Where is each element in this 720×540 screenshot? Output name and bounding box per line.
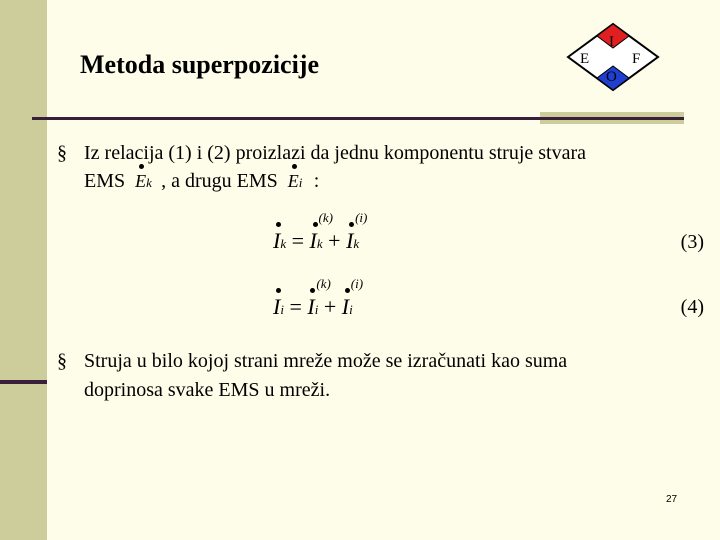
ek-letter: E bbox=[135, 171, 147, 191]
eq4-t2-dot bbox=[345, 288, 350, 293]
eq4-term2 bbox=[341, 276, 364, 319]
paragraph1-line2 bbox=[84, 168, 319, 196]
eq4-t2-letter: I bbox=[341, 294, 350, 319]
eq3-t1-sub: k bbox=[316, 236, 323, 251]
ei-symbol bbox=[288, 168, 314, 196]
eq3-lhs-sub: k bbox=[280, 236, 287, 251]
eq3-lhs-dot bbox=[276, 222, 281, 227]
ek-phasor-dot bbox=[139, 164, 144, 169]
equation-4-number: (4) bbox=[680, 296, 704, 318]
eq4-t2-sub: i bbox=[349, 302, 353, 317]
eq3-term2 bbox=[346, 210, 368, 253]
eq4-equals: = bbox=[289, 294, 302, 319]
eq3-equals: = bbox=[291, 228, 305, 253]
eq3-t1-letter: I bbox=[309, 228, 317, 253]
paragraph1-line2-c: : bbox=[313, 170, 320, 192]
paragraph2-line2: doprinosa svake EMS u mreži. bbox=[84, 379, 331, 401]
paragraph1-line2-b: , a drugu EMS bbox=[161, 170, 278, 192]
eq4-t2-sup: (i) bbox=[350, 276, 364, 291]
eq3-t2-dot bbox=[349, 222, 354, 227]
ei-phasor-dot bbox=[292, 164, 297, 169]
logo-letter-right: F bbox=[632, 51, 641, 67]
logo-letter-top: I bbox=[609, 34, 614, 50]
bullet-marker: § bbox=[57, 142, 67, 164]
paragraph1-line2-a: EMS bbox=[84, 170, 126, 192]
title-rule bbox=[32, 117, 684, 120]
eq4-t1-dot bbox=[310, 288, 315, 293]
eq4-lhs-letter: I bbox=[273, 294, 281, 319]
ei-letter: E bbox=[287, 171, 299, 191]
ei-sub: i bbox=[298, 175, 303, 190]
page-number: 27 bbox=[666, 494, 678, 505]
slide-title: Metoda superpozicije bbox=[80, 50, 320, 79]
eq3-t2-sub: k bbox=[353, 236, 360, 251]
equation-3 bbox=[273, 210, 368, 254]
equation-4 bbox=[273, 276, 364, 320]
eq3-t1-dot bbox=[313, 222, 318, 227]
eq3-t2-sup: (i) bbox=[355, 210, 368, 225]
equation-3-number: (3) bbox=[680, 231, 704, 253]
eq4-plus: + bbox=[323, 294, 337, 319]
eq4-term1 bbox=[307, 276, 331, 319]
eq4-t1-sub: i bbox=[314, 302, 319, 317]
eq3-lhs-letter: I bbox=[273, 228, 281, 253]
etf-logo-icon bbox=[558, 22, 668, 92]
ek-sub: k bbox=[146, 175, 152, 190]
sidebar-marker bbox=[0, 380, 47, 384]
eq3-lhs bbox=[273, 228, 286, 253]
logo-letter-bottom: O bbox=[606, 69, 617, 85]
eq4-lhs-dot bbox=[276, 288, 281, 293]
sidebar-band bbox=[0, 0, 47, 540]
eq3-t1-sup: (k) bbox=[318, 210, 333, 225]
bullet-marker: § bbox=[57, 350, 67, 372]
eq3-t2-letter: I bbox=[346, 228, 354, 253]
eq3-plus: + bbox=[328, 228, 341, 253]
eq3-term1 bbox=[309, 210, 333, 253]
paragraph2-line1: Struja u bilo kojoj strani mreže može se izračunati kao suma bbox=[84, 350, 568, 372]
eq4-t1-sup: (k) bbox=[316, 276, 331, 291]
logo-letter-left: E bbox=[580, 51, 590, 67]
eq4-lhs bbox=[273, 294, 284, 319]
eq4-lhs-sub: i bbox=[280, 302, 284, 317]
paragraph1-line1: Iz relacija (1) i (2) proizlazi da jednu komponentu struje stvara bbox=[84, 142, 587, 164]
ek-symbol bbox=[135, 168, 161, 196]
eq4-t1-letter: I bbox=[307, 294, 315, 319]
